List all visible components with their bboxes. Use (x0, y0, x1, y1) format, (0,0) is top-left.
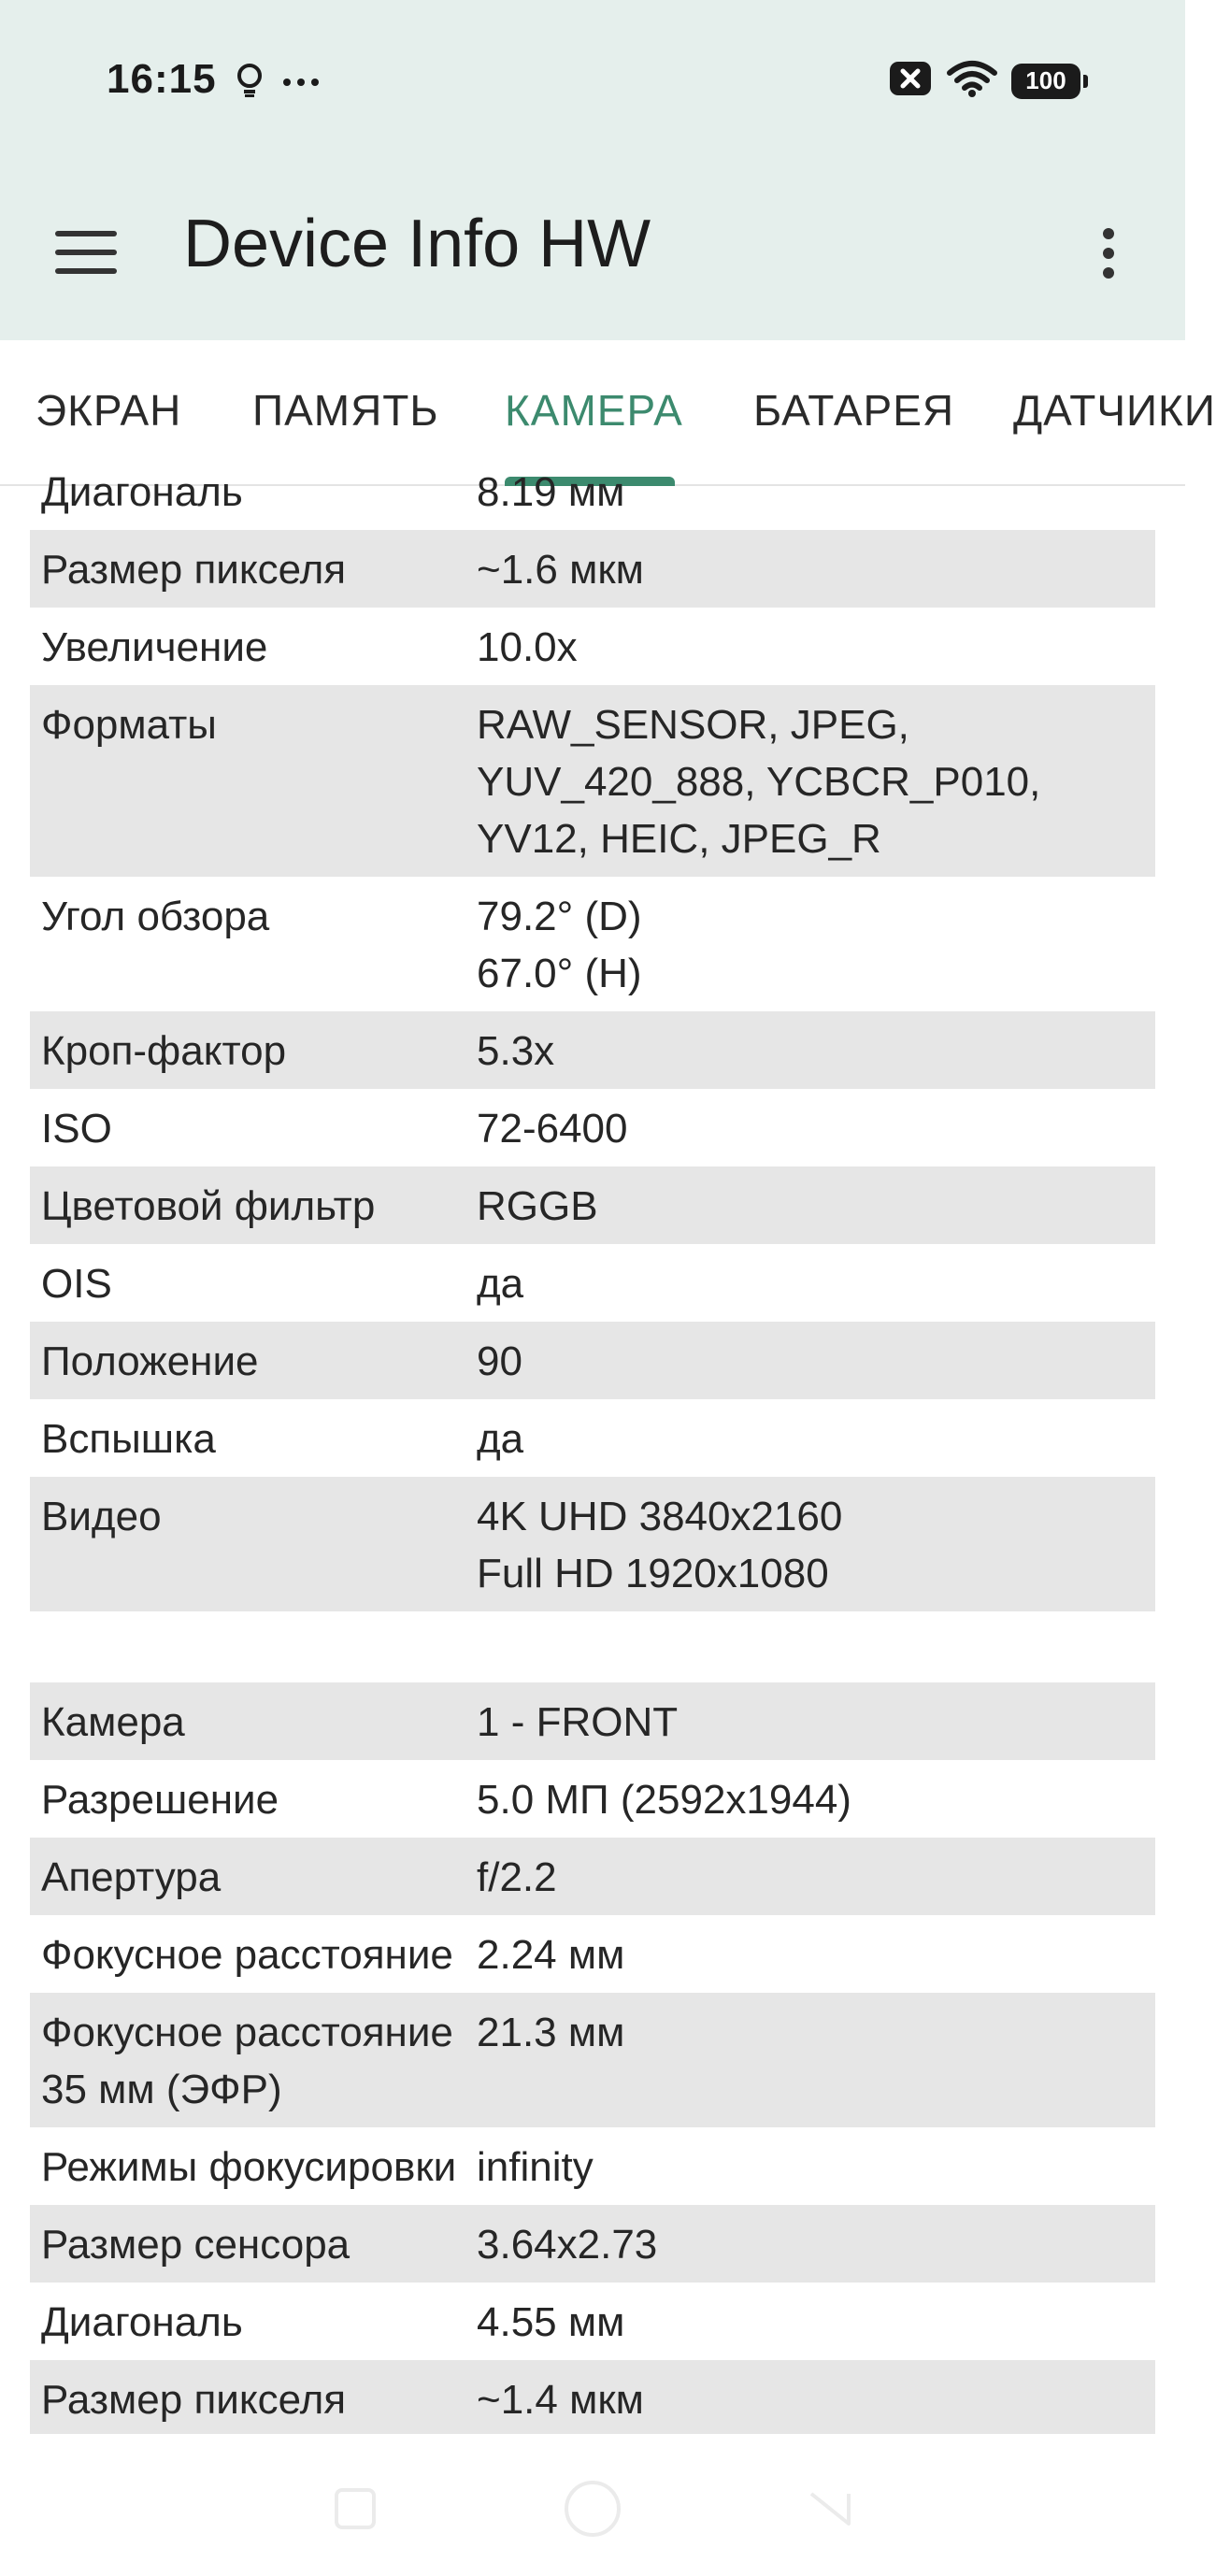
tab-sensors[interactable]: ДАТЧИКИ (1013, 386, 1216, 435)
table-row (30, 1166, 1155, 1244)
app-bar (0, 168, 1185, 340)
more-vert-icon (1102, 227, 1115, 279)
more-notifications-icon (282, 75, 320, 92)
status-bar (0, 0, 1185, 168)
square-icon (333, 2486, 378, 2531)
table-row (30, 877, 1155, 1011)
row-label: Вспышка (41, 1416, 216, 1462)
row-label: Камера (41, 1699, 185, 1745)
row-label: Разрешение (41, 1777, 279, 1823)
table-row (30, 1915, 1155, 1993)
row-label: Видео (41, 1494, 162, 1539)
row-value: f/2.2 (477, 1854, 557, 1900)
row-value: 4.55 мм (477, 2299, 625, 2345)
sim-off-icon (888, 60, 933, 102)
app-title: Device Info HW (183, 207, 651, 281)
row-label: Форматы (41, 702, 217, 748)
row-label: Размер пикселя (41, 547, 347, 593)
home-button[interactable] (555, 2471, 630, 2546)
row-label: Фокусное расстояние 35 мм (ЭФР) (41, 2010, 453, 2112)
table-row (30, 1760, 1155, 1838)
row-label: Увеличение (41, 624, 268, 670)
recents-button[interactable] (318, 2471, 393, 2546)
row-value: infinity (477, 2144, 594, 2190)
row-value: 21.3 мм (477, 2010, 625, 2055)
row-value-multiline (477, 877, 1155, 1011)
table-row (30, 530, 1155, 608)
back-button[interactable] (793, 2471, 867, 2546)
row-value: ~1.6 мкм (477, 547, 644, 593)
row-value: 1 - FRONT (477, 1699, 679, 1745)
row-value: 10.0x (477, 624, 578, 670)
row-label: OIS (41, 1261, 112, 1307)
status-right-icons (888, 60, 1080, 102)
table-row (30, 2360, 1155, 2438)
row-value: ~1.4 мкм (477, 2377, 644, 2423)
table-row (30, 1682, 1155, 1760)
triangle-back-icon (806, 2484, 854, 2533)
table-row (30, 2127, 1155, 2205)
menu-button[interactable] (49, 215, 123, 290)
tab-camera[interactable]: КАМЕРА (505, 386, 683, 435)
row-value: RGGB (477, 1183, 598, 1229)
table-row (30, 1838, 1155, 1915)
table-row (30, 1089, 1155, 1166)
row-label: Режимы фокусировки (41, 2144, 457, 2190)
table-row (30, 2283, 1155, 2360)
table-row (30, 1399, 1155, 1477)
row-label: Положение (41, 1338, 259, 1384)
tab-screen[interactable]: ЭКРАН (36, 386, 182, 435)
camera-info-list[interactable] (30, 469, 1155, 2434)
row-value: да (477, 1261, 524, 1307)
row-value-line: 4K UHD 3840x2160 (477, 1494, 843, 1539)
table-row (30, 1244, 1155, 1322)
row-label: Угол обзора (41, 894, 270, 939)
wifi-icon (948, 60, 996, 102)
status-time: 16:15 (107, 56, 217, 102)
table-row (30, 685, 1155, 877)
row-label: Цветовой фильтр (41, 1183, 376, 1229)
row-label: ISO (41, 1106, 112, 1152)
row-label: Фокусное расстояние (41, 1932, 453, 1978)
row-value: RAW_SENSOR, JPEG, YUV_420_888, YCBCR_P010, YV12, HEIC, JPEG_R (477, 702, 1041, 862)
table-row (30, 608, 1155, 685)
row-label: Диагональ (41, 469, 243, 515)
row-label: Кроп-фактор (41, 1028, 287, 1074)
table-row (30, 1011, 1155, 1089)
row-label: Размер сенсора (41, 2222, 350, 2268)
battery-icon: 100 (1011, 64, 1080, 99)
table-row (30, 1993, 1155, 2127)
row-value-line: 79.2° (D) (477, 894, 642, 939)
row-value: 3.64x2.73 (477, 2222, 658, 2268)
row-value-line: 67.0° (H) (477, 951, 642, 996)
table-row (30, 1322, 1155, 1399)
row-label: Диагональ (41, 2299, 243, 2345)
row-value: 5.0 МП (2592x1944) (477, 1777, 851, 1823)
row-value: 72-6400 (477, 1106, 628, 1152)
row-label: Размер пикселя (41, 2377, 347, 2423)
tab-battery[interactable]: БАТАРЕЯ (753, 386, 955, 435)
table-row (30, 1477, 1155, 1611)
circle-icon (563, 2479, 622, 2539)
row-value: да (477, 1416, 524, 1462)
section-spacer (30, 1611, 1155, 1682)
row-value: 90 (477, 1338, 522, 1384)
row-value-multiline (477, 1477, 1155, 1611)
table-row (30, 452, 1155, 530)
row-value: 2.24 мм (477, 1932, 625, 1978)
tab-memory[interactable]: ПАМЯТЬ (252, 386, 439, 435)
status-left-icons (234, 62, 320, 104)
row-value: 8.19 мм (477, 469, 625, 515)
hamburger-icon (55, 231, 117, 274)
row-value-line: Full HD 1920x1080 (477, 1551, 829, 1596)
notification-bulb-icon (234, 62, 265, 104)
row-label: Апертура (41, 1854, 222, 1900)
table-row (30, 2205, 1155, 2283)
navigation-bar (0, 2434, 1185, 2576)
row-value: 5.3x (477, 1028, 555, 1074)
overflow-menu-button[interactable] (1071, 211, 1146, 295)
